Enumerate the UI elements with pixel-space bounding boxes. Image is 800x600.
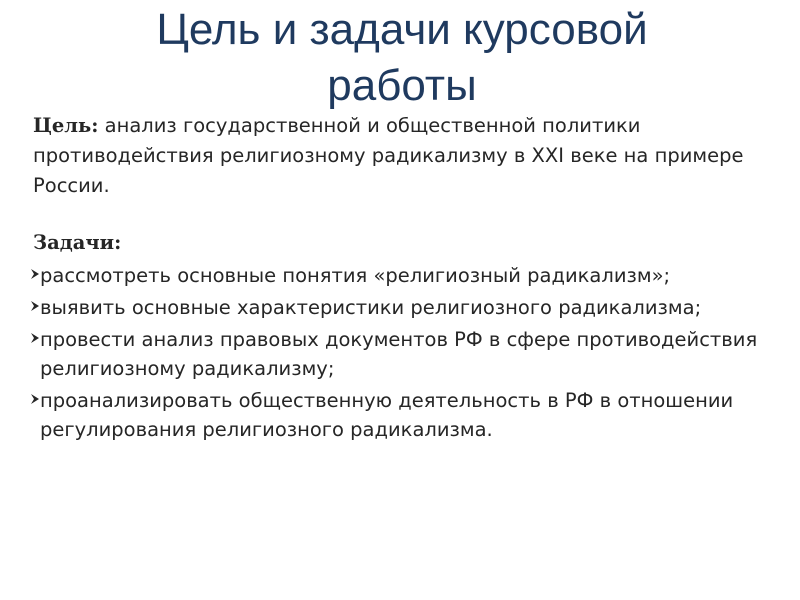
goal-text: анализ государственной и общественной политики противодействия религиозному радикализму в XXI веке на примере России.	[33, 114, 744, 197]
slide-content	[33, 111, 783, 444]
goal-paragraph	[33, 111, 783, 201]
task-item-3	[33, 325, 783, 383]
task-text: выявить основные характеристики религиозного радикализма;	[40, 296, 702, 319]
tasks-heading: Задачи:	[33, 231, 122, 254]
slide-title-line2: работы	[327, 61, 477, 110]
arrowhead-bullet-icon	[30, 299, 40, 313]
task-list	[33, 261, 783, 444]
task-text: проанализировать общественную деятельность в РФ в отношении регулирования религиозного радикализма.	[40, 389, 734, 441]
arrowhead-bullet-icon	[30, 392, 40, 406]
task-text: провести анализ правовых документов РФ в сфере противодействия религиозному радикализму;	[40, 328, 758, 380]
arrowhead-bullet-icon	[30, 267, 40, 281]
task-text: рассмотреть основные понятия «религиозный радикализм»;	[40, 264, 671, 287]
arrowhead-bullet-icon	[30, 331, 40, 345]
slide-title-line1: Цель и задачи курсовой	[156, 5, 648, 54]
goal-label: Цель:	[33, 114, 99, 137]
task-item-2	[33, 293, 783, 322]
slide-title	[40, 2, 764, 114]
task-item-1	[33, 261, 783, 290]
task-item-4	[33, 386, 783, 444]
